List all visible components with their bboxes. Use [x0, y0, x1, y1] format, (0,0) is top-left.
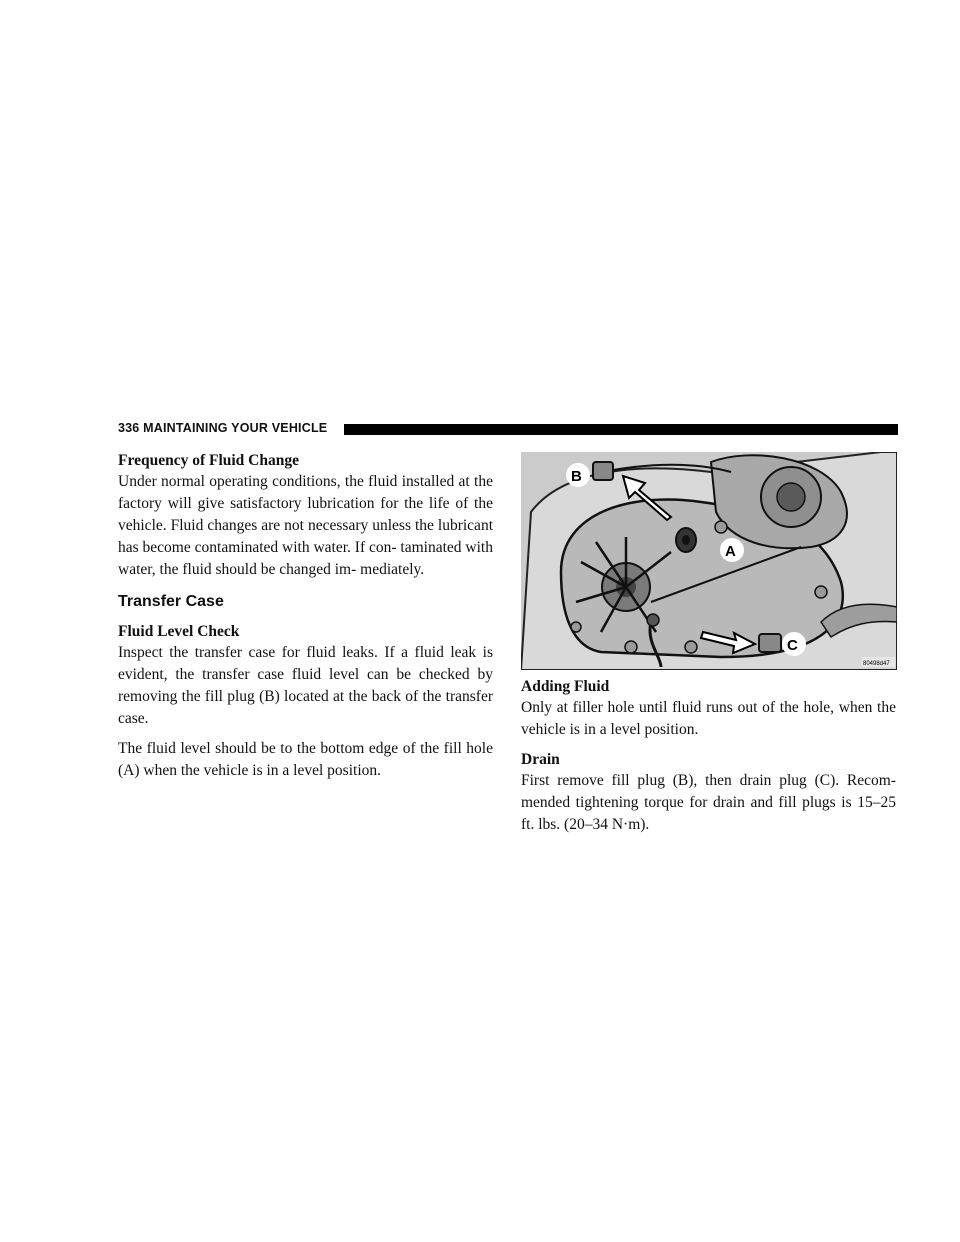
fluid-level-check-paragraph: Inspect the transfer case for fluid leaks. If a fluid leak is evident, the transfer case fluid level can be checked by removing the fill plug (B) located at the back of the transfer case. [118, 644, 493, 727]
label-a: A [725, 543, 736, 560]
page-number-section: 336 MAINTAINING YOUR VEHICLE [118, 421, 328, 435]
page-header [118, 420, 898, 440]
fluid-level-paragraph: The fluid level should be to the bottom edge of the fill hole (A) when the vehicle is in a level position. [118, 740, 493, 779]
label-c: C [787, 637, 798, 654]
adding-fluid-paragraph: Only at filler hole until fluid runs out of the hole, when the vehicle is in a level position. [521, 699, 896, 738]
fluid-level-check-heading: Fluid Level Check [118, 623, 240, 640]
frequency-heading: Frequency of Fluid Change [118, 452, 299, 469]
drain-heading: Drain [521, 751, 560, 768]
left-column [118, 450, 493, 790]
transfer-case-illustration [521, 452, 897, 670]
transfer-case-drawing [521, 452, 897, 670]
adding-fluid-heading: Adding Fluid [521, 678, 610, 695]
frequency-paragraph: Under normal operating conditions, the fluid installed at the factory will give satisfactory lubrication for the life of the vehicle. Fluid changes are not necessary unless the lubricant has become contaminated with water. If con- taminated with water, the fluid should be changed im- mediately. [118, 473, 493, 578]
right-column [521, 676, 896, 844]
figure-code: 80498d47 [863, 661, 890, 667]
transfer-case-heading: Transfer Case [118, 593, 224, 610]
drain-paragraph: First remove fill plug (B), then drain plug (C). Recom- mended tightening torque for drain and fill plugs is 15–25 ft. lbs. (20–34 N·m). [521, 772, 896, 833]
header-rule [344, 424, 898, 435]
label-b: B [571, 468, 582, 485]
